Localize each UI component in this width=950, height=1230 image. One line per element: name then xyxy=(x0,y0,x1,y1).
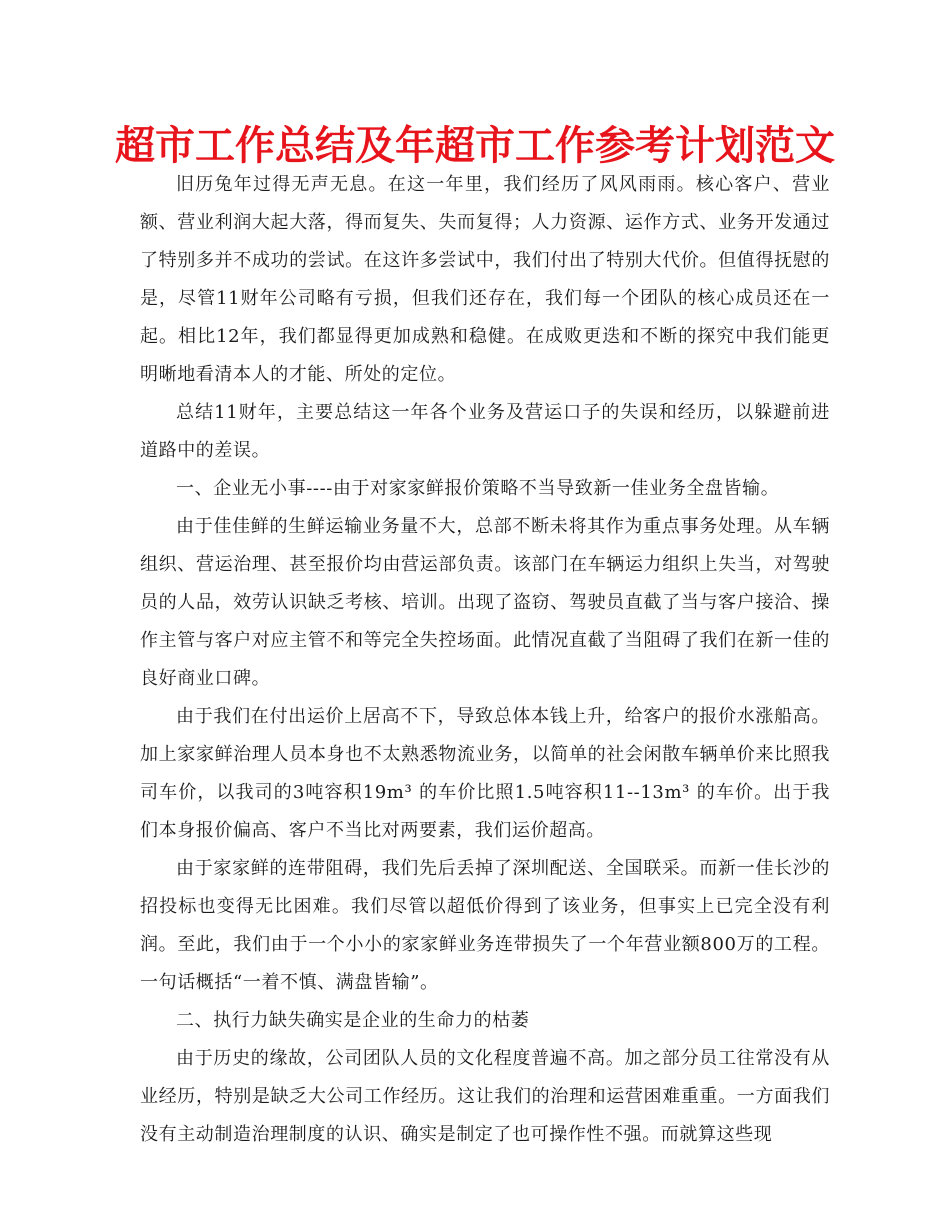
section-heading-1: 一、企业无小事----由于对家家鲜报价策略不当导致新一佳业务全盘皆输。 xyxy=(176,478,780,499)
section-heading-2: 二、执行力缺失确实是企业的生命力的枯萎 xyxy=(176,1010,530,1031)
paragraph: 由于佳佳鲜的生鲜运输业务量不大，总部不断未将其作为重点事务处理。从车辆组织、营运治理、甚至报价均由营运部负责。该部门在车辆运力组织上失当，对驾驶员的人品，效劳认识缺乏考核、培训。出现了盗窃、驾驶员直截了当与客户接洽、操作主管与客户对应主管不和等完全失控场面。此情况直截了当阻碍了我们在新一佳的良好商业口碑。 xyxy=(140,516,830,689)
document-title: 超市工作总结及年超市工作参考计划范文 xyxy=(115,123,835,169)
paragraph: 由于历史的缘故，公司团队人员的文化程度普遍不高。加之部分员工往常没有从业经历，特别是缺乏大公司工作经历。这让我们的治理和运营困难重重。一方面我们没有主动制造治理制度的认识、确实是制定了也可操作性不强。而就算这些现 xyxy=(140,1048,830,1145)
document-body xyxy=(140,166,830,1154)
paragraph-summary: 总结11财年，主要总结这一年各个业务及营运口子的失误和经历，以躲避前进道路中的差误。 xyxy=(140,402,830,461)
paragraph: 由于我们在付出运价上居高不下，导致总体本钱上升，给客户的报价水涨船高。加上家家鲜治理人员本身也不太熟悉物流业务，以简单的社会闲散车辆单价来比照我司车价，以我司的3吨容积19m³ 的车价比照1.5吨容积11--13m³ 的车价。出于我们本身报价偏高、客户不当比对两要素，我们运价超高。 xyxy=(140,706,830,841)
paragraph-intro: 旧历兔年过得无声无息。在这一年里，我们经历了风风雨雨。核心客户、营业额、营业利润大起大落，得而复失、失而复得；人力资源、运作方式、业务开发通过了特别多并不成功的尝试。在这许多尝试中，我们付出了特别大代价。但值得抚慰的是，尽管11财年公司略有亏损，但我们还存在，我们每一个团队的核心成员还在一起。相比12年，我们都显得更加成熟和稳健。在成败更迭和不断的探究中我们能更明晰地看清本人的才能、所处的定位。 xyxy=(140,174,830,385)
paragraph: 由于家家鲜的连带阻碍，我们先后丢掉了深圳配送、全国联采。而新一佳长沙的招投标也变得无比困难。我们尽管以超低价得到了该业务，但事实上已完全没有利润。至此，我们由于一个小小的家家鲜业务连带损失了一个年营业额800万的工程。一句话概括“一着不慎、满盘皆输”。 xyxy=(140,858,830,993)
